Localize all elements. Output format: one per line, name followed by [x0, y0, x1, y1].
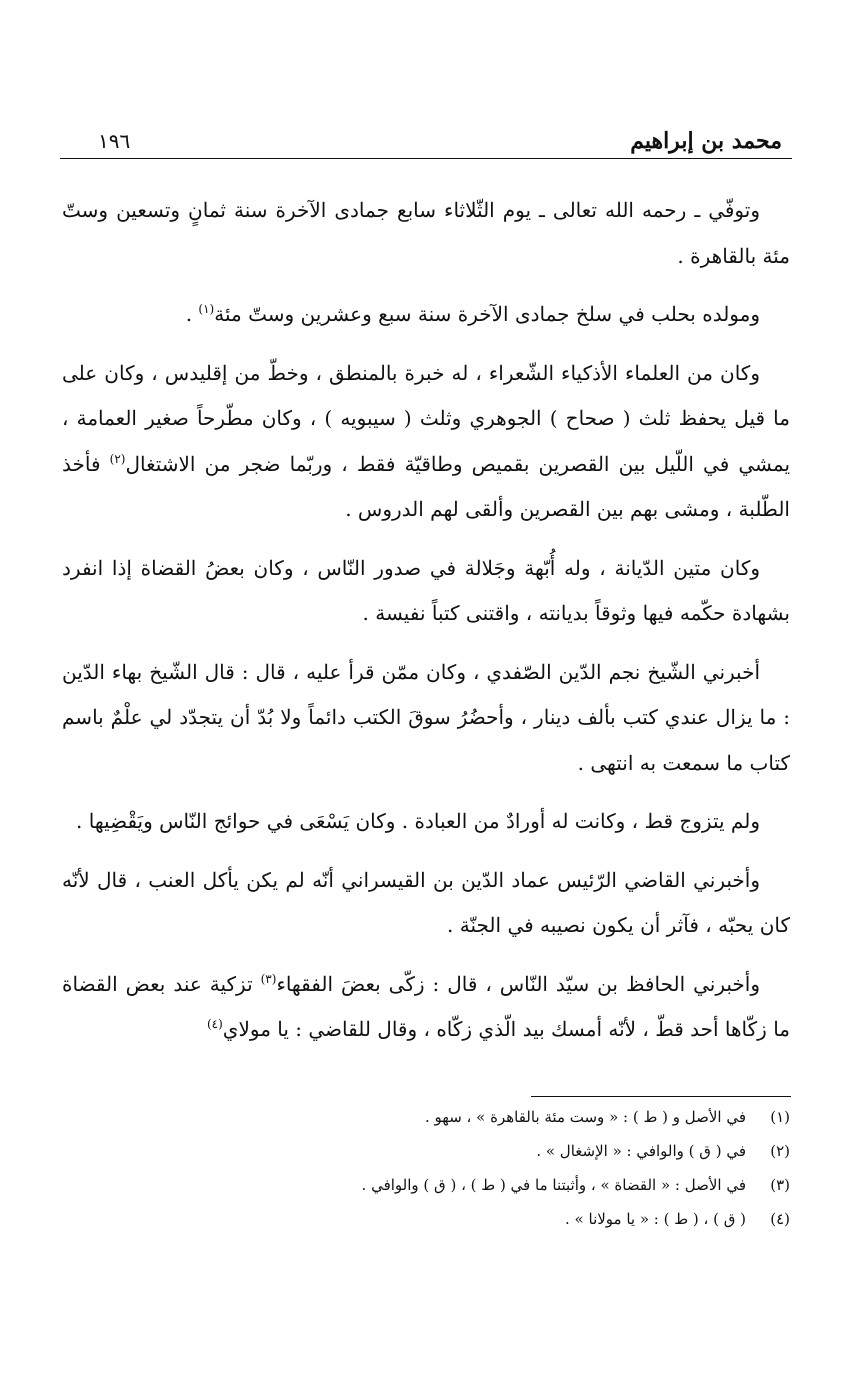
running-title: محمد بن إبراهيم	[630, 128, 782, 154]
paragraph-text: ولم يتزوج قط ، وكانت له أورادٌ من العبادة . وكان يَسْعَى في حوائج النّاس ويَقْضِيها .	[76, 809, 760, 833]
paragraph-text-continued: فأخذ الطّلبة ، ومشى بهم بين القصرين وألقى لهم الدروس .	[62, 451, 790, 521]
footnote-number: (٤)	[770, 1210, 790, 1228]
paragraph-text-continued: تزكية عند بعض القضاة ما زكّاها أحد قطّ ، لأنّه أمسك بيد الّذي زكّاه ، وقال للقاضي : يا مولاي	[62, 971, 790, 1041]
footnotes	[200, 1100, 790, 1236]
paragraph-text: أخبرني الشّيخ نجم الدّين الصّفدي ، وكان ممّن قرأ عليه ، قال : قال الشّيخ بهاء الدّين : ما يزال عندي كتب بألف دينار ، وأحضُرُ سوقَ الكتب دائماً ولا بُدّ أن يتجدّد لي علْمٌ باسم كتاب ما سمعت به انتهى .	[62, 659, 790, 775]
footnote-marker: (٤)	[206, 1017, 223, 1031]
footnote	[200, 1202, 790, 1236]
footnote-text: في ( ق ) والوافي : « الإشغال » .	[536, 1142, 746, 1160]
paragraph-text: ومولده بحلب في سلخ جمادى الآخرة سنة سبع وعشرين وستّ مئة	[214, 302, 760, 326]
footnote-number: (٣)	[770, 1176, 790, 1194]
footnote-number: (١)	[770, 1108, 790, 1126]
paragraph	[62, 858, 790, 949]
footnote-marker: (٣)	[260, 971, 277, 986]
paragraph-text-continued: .	[185, 302, 199, 326]
paragraph-text: وكان من العلماء الأذكياء الشّعراء ، له خبرة بالمنطق ، وخطّ من إقليدس ، وكان على ما قيل يحفظ ثلث ( صحاح ) الجوهري وثلث ( سيبويه ) ، وكان مطّرحاً صغير العمامة ، يمشي في اللّيل بين القصرين بقميص وطاقيّة فقط ، وربّما ضجر من الاشتغال	[62, 360, 791, 476]
footnote-rule	[531, 1096, 791, 1097]
paragraph	[62, 650, 790, 787]
paragraph-text: وأخبرني الحافظ بن سيّد النّاس ، قال : زكّى بعضَ الفقهاء	[276, 971, 760, 996]
footnote	[200, 1168, 790, 1202]
paragraph-text: وتوفّي ـ رحمه الله تعالى ـ يوم الثّلاثاء سابع جمادى الآخرة سنة ثمانٍ وتسعين وستّ مئة بالقاهرة .	[62, 198, 790, 268]
header-rule	[60, 158, 792, 159]
paragraph	[62, 292, 790, 338]
paragraph	[62, 188, 790, 279]
footnote-text: ( ق ) ، ( ط ) : « يا مولانا » .	[565, 1210, 746, 1228]
paragraph	[62, 351, 790, 533]
footnote-text: في الأصل و ( ط ) : « وست مئة بالقاهرة » ، سهو .	[425, 1108, 746, 1126]
footnote-marker: (٢)	[109, 451, 126, 466]
footnote-text: في الأصل : « القضاة » ، وأثبتنا ما في ( ط ) ، ( ق ) والوافي .	[361, 1176, 746, 1194]
footnote	[200, 1100, 790, 1134]
paragraph-text: وكان متين الدّيانة ، وله أُبّهة وجَلالة في صدور النّاس ، وكان بعضُ القضاة إذا انفرد بشهادة حكّمه فيها وثوقاً بديانته ، واقتنى كتباً نفيسة .	[62, 555, 790, 625]
page-number: ١٩٦	[98, 129, 131, 153]
footnote-number: (٢)	[770, 1142, 790, 1160]
paragraph	[62, 962, 790, 1053]
running-header	[60, 126, 792, 158]
main-text	[62, 188, 790, 1066]
paragraph	[62, 799, 790, 845]
paragraph	[62, 546, 790, 637]
paragraph-text: وأخبرني القاضي الرّئيس عماد الدّين بن القيسراني أنّه لم يكن يأكل العنب ، قال لأنّه كان يحبّه ، فآثر أن يكون نصيبه في الجنّة .	[62, 867, 790, 937]
footnote-marker: (١)	[198, 302, 215, 316]
footnote	[200, 1134, 790, 1168]
